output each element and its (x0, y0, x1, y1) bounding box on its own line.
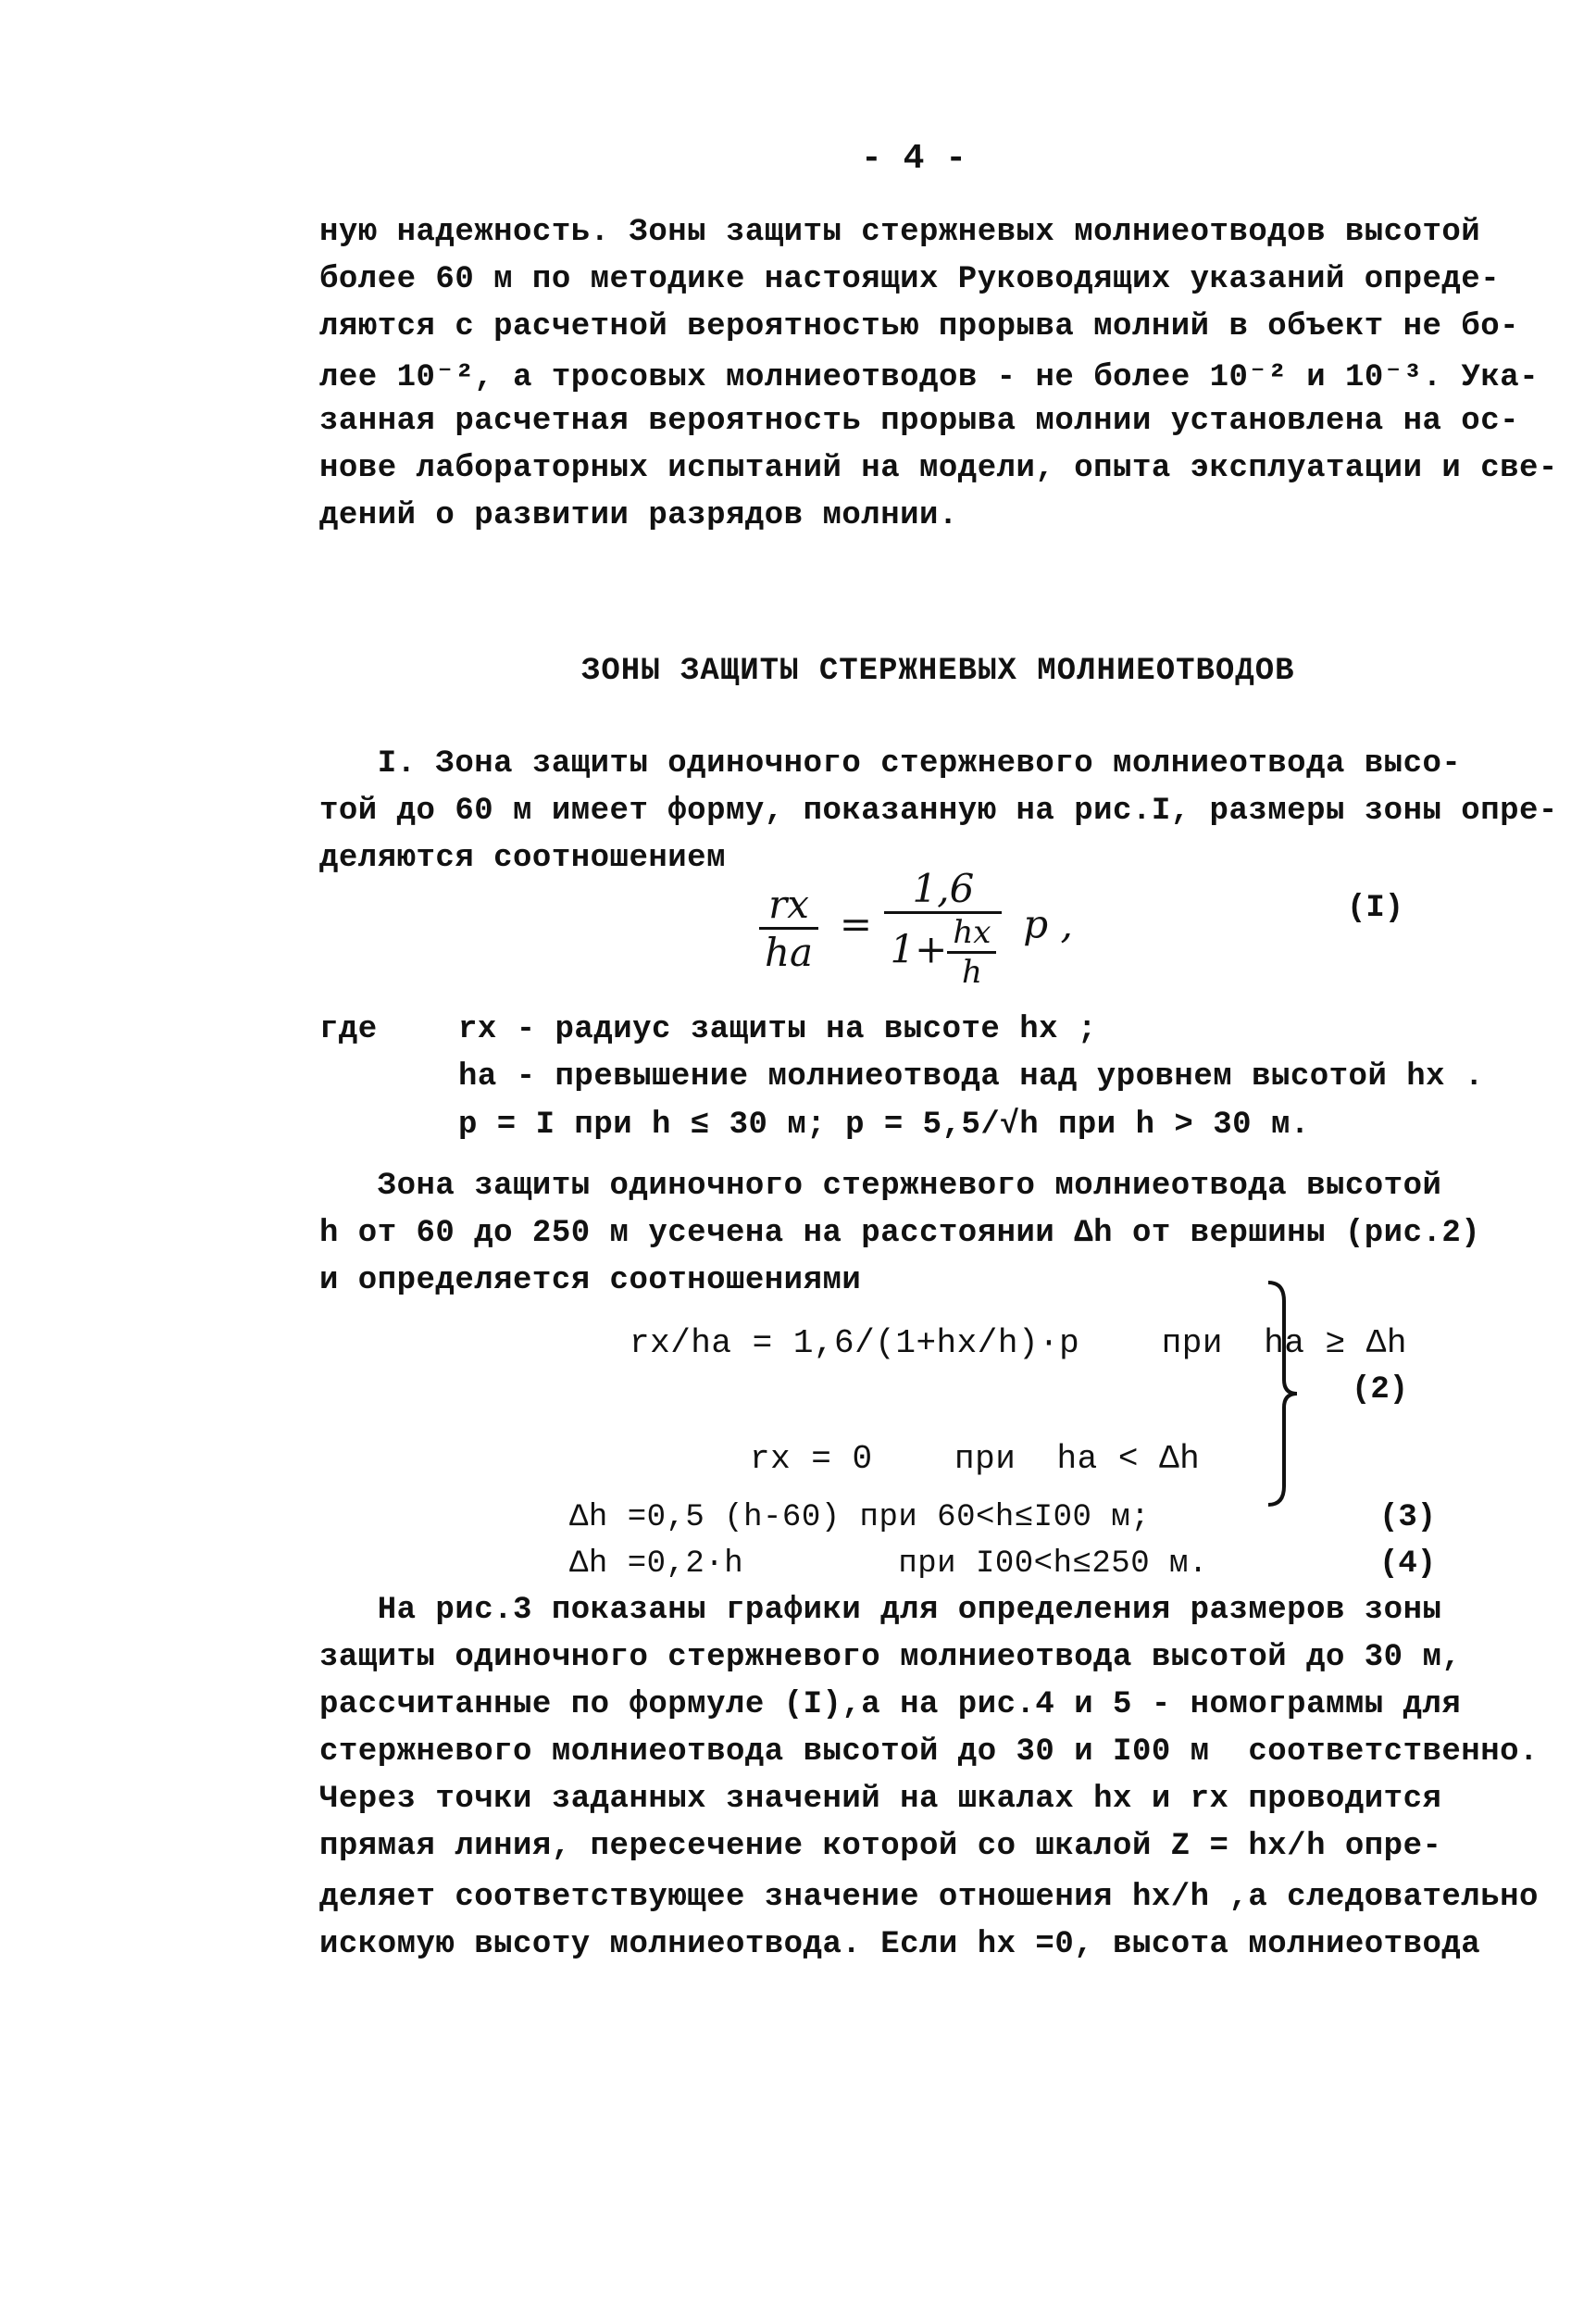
paragraph-line: защиты одиночного стержневого молниеотвода высотой до 30 м, (319, 1640, 1462, 1675)
equation-3: Δh =0,5 (h-60) при 60<h≤I00 м; (569, 1500, 1151, 1535)
paragraph-line: и определяется соотношениями (319, 1263, 862, 1298)
paragraph-line: прямая линия, пересечение которой со шкалой Z = hx/h опре- (319, 1829, 1442, 1864)
paragraph-line: ную надежность. Зоны защиты стержневых молниеотводов высотой (319, 215, 1481, 250)
paragraph-line: Через точки заданных значений на шкалах hx и rx проводится (319, 1782, 1442, 1817)
eq1-inner-num: hx (947, 914, 996, 954)
equation-1: $\frac{rx}{ha}$ = 1,6 1+ $\frac{hx}{h}$ p , (759, 866, 1073, 991)
equation-number-3: (3) (1379, 1500, 1437, 1535)
eq1-lhs-den: ha (765, 930, 814, 975)
eq1-rhs-den-pre: 1+ (890, 926, 948, 972)
equation-2-line-1: rx/ha = 1,6/(1+hx/h)·p при ha ≥ Δh (630, 1324, 1407, 1362)
equation-number-4: (4) (1379, 1546, 1437, 1582)
where-line-1: rx - радиус защиты на высоте hx ; (458, 1012, 1097, 1047)
paragraph-line: лее 10⁻², а тросовых молниеотводов - не более 10⁻² и 10⁻³. Ука- (319, 360, 1540, 395)
where-label: где (319, 1012, 378, 1047)
equation-number-2: (2) (1352, 1372, 1409, 1408)
paragraph-line: Зона защиты одиночного стержневого молниеотвода высотой (319, 1169, 1442, 1204)
paragraph-line: ляются с расчетной вероятностью прорыва молний в объект не бо- (319, 309, 1520, 344)
curly-brace-icon (1264, 1278, 1301, 1509)
paragraph-line: стержневого молниеотвода высотой до 30 и I00 м соответственно. (319, 1734, 1539, 1770)
paragraph-line: деляет соответствующее значение отношения hx/h ,а следовательно (319, 1880, 1539, 1915)
eq1-inner-den: h (961, 954, 982, 991)
paragraph-line: На рис.3 показаны графики для определения размеров зоны (319, 1593, 1442, 1628)
paragraph-line: более 60 м по методике настоящих Руководящих указаний опреде- (319, 262, 1501, 297)
paragraph-line: деляются соотношением (319, 841, 726, 876)
eq1-tail: p , (1023, 901, 1073, 947)
paragraph-line: I. Зона защиты одиночного стержневого молниеотвода высо- (319, 746, 1462, 782)
paragraph-line: дений о развитии разрядов молнии. (319, 498, 958, 533)
paragraph-line: той до 60 м имеет форму, показанную на рис.I, размеры зоны опре- (319, 794, 1558, 829)
equation-number-1: (I) (1347, 891, 1404, 926)
where-line-2: ha - превышение молниеотвода над уровнем высотой hx . (458, 1059, 1484, 1095)
paragraph-line: рассчитанные по формуле (I),а на рис.4 и 5 - номограммы для (319, 1687, 1462, 1722)
paragraph-line: занная расчетная вероятность прорыва молнии установлена на ос- (319, 404, 1520, 439)
eq1-rhs-num: 1,6 (884, 866, 1002, 914)
equation-2-line-2: rx = 0 при ha < Δh (750, 1440, 1201, 1478)
page-number: - 4 - (861, 139, 967, 179)
paragraph-line: h от 60 до 250 м усечена на расстоянии Δh от вершины (рис.2) (319, 1216, 1481, 1251)
paragraph-line: искомую высоту молниеотвода. Если hx =0, высота молниеотвода (319, 1927, 1481, 1962)
paragraph-line: нове лабораторных испытаний на модели, опыта эксплуатации и све- (319, 451, 1558, 486)
where-line-3: p = I при h ≤ 30 м; p = 5,5/√h при h > 30 м. (458, 1108, 1310, 1143)
section-heading: ЗОНЫ ЗАЩИТЫ СТЕРЖНЕВЫХ МОЛНИЕОТВОДОВ (581, 654, 1295, 689)
eq1-lhs-num: rx (759, 882, 818, 930)
equation-4: Δh =0,2·h при I00<h≤250 м. (569, 1546, 1208, 1582)
